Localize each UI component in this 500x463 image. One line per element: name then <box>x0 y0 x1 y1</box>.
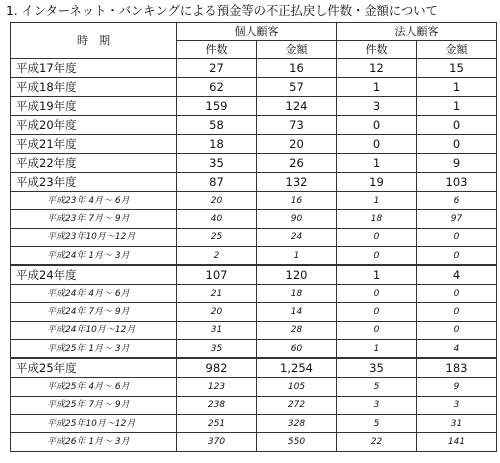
corporate-amount-cell: 141 <box>417 433 497 451</box>
individual-count-cell: 107 <box>177 265 257 285</box>
corporate-amount-cell: 0 <box>417 228 497 246</box>
corporate-count-cell: 1 <box>337 192 417 210</box>
table-row-quarter <box>11 285 497 303</box>
table-row-quarter <box>11 340 497 359</box>
corporate-amount-cell: 4 <box>417 265 497 285</box>
individual-count-cell: 31 <box>177 321 257 339</box>
individual-count-cell: 87 <box>177 173 257 192</box>
corporate-amount-cell: 103 <box>417 173 497 192</box>
period-cell: 平成23年 4月～ 6月 <box>11 192 177 210</box>
corporate-amount-cell: 183 <box>417 358 497 378</box>
table-row-quarter <box>11 228 497 246</box>
table-row-fiscal-year <box>11 358 497 378</box>
individual-amount-cell: 105 <box>257 378 337 396</box>
table-row-quarter <box>11 303 497 321</box>
corporate-count-cell: 35 <box>337 358 417 378</box>
period-cell: 平成22年度 <box>11 154 177 173</box>
individual-amount-cell: 124 <box>257 97 337 116</box>
individual-amount-cell: 550 <box>257 433 337 451</box>
corporate-amount-cell: 0 <box>417 285 497 303</box>
corporate-count-cell: 12 <box>337 59 417 78</box>
individual-amount-cell: 328 <box>257 414 337 432</box>
period-cell: 平成25年 1月～ 3月 <box>11 340 177 359</box>
page-title: 1. インターネット・バンキングによる預金等の不正払戻し件数・金額について <box>6 3 438 18</box>
individual-amount-cell: 1,254 <box>257 358 337 378</box>
individual-count-cell: 35 <box>177 340 257 359</box>
corporate-count-cell: 5 <box>337 378 417 396</box>
individual-count-cell: 18 <box>177 135 257 154</box>
table-row-fiscal-year <box>11 78 497 97</box>
individual-amount-cell: 73 <box>257 116 337 135</box>
individual-amount-cell: 20 <box>257 135 337 154</box>
period-cell: 平成25年度 <box>11 358 177 378</box>
individual-count-cell: 251 <box>177 414 257 432</box>
individual-count-cell: 159 <box>177 97 257 116</box>
corporate-amount-cell: 97 <box>417 210 497 228</box>
individual-count-cell: 35 <box>177 154 257 173</box>
table-row-fiscal-year <box>11 265 497 285</box>
individual-count-header: 件数 <box>177 41 257 59</box>
period-cell: 平成24年10月～12月 <box>11 321 177 339</box>
corporate-amount-header: 金額 <box>417 41 497 59</box>
corporate-amount-cell: 4 <box>417 340 497 359</box>
table-row-fiscal-year <box>11 59 497 78</box>
period-cell: 平成26年 1月～ 3月 <box>11 433 177 451</box>
individual-amount-cell: 57 <box>257 78 337 97</box>
individual-count-cell: 982 <box>177 358 257 378</box>
individual-count-cell: 25 <box>177 228 257 246</box>
individual-amount-cell: 132 <box>257 173 337 192</box>
individual-count-cell: 20 <box>177 192 257 210</box>
table-row-quarter <box>11 414 497 432</box>
table-row-quarter <box>11 210 497 228</box>
individual-count-cell: 27 <box>177 59 257 78</box>
individual-customers-header: 個人顧客 <box>177 23 337 41</box>
corporate-count-cell: 1 <box>337 340 417 359</box>
individual-amount-cell: 60 <box>257 340 337 359</box>
corporate-count-cell: 1 <box>337 265 417 285</box>
table-row-quarter <box>11 396 497 414</box>
corporate-amount-cell: 1 <box>417 97 497 116</box>
corporate-count-cell: 3 <box>337 97 417 116</box>
corporate-count-cell: 5 <box>337 414 417 432</box>
individual-amount-cell: 16 <box>257 192 337 210</box>
corporate-amount-cell: 0 <box>417 303 497 321</box>
table-row-quarter <box>11 378 497 396</box>
individual-count-cell: 62 <box>177 78 257 97</box>
fraud-statistics-table <box>10 22 497 452</box>
individual-count-cell: 40 <box>177 210 257 228</box>
individual-count-cell: 238 <box>177 396 257 414</box>
corporate-count-header: 件数 <box>337 41 417 59</box>
corporate-amount-cell: 0 <box>417 246 497 265</box>
period-cell: 平成25年10月～12月 <box>11 414 177 432</box>
individual-amount-cell: 120 <box>257 265 337 285</box>
individual-amount-cell: 28 <box>257 321 337 339</box>
period-cell: 平成23年 7月～ 9月 <box>11 210 177 228</box>
period-cell: 平成24年 1月～ 3月 <box>11 246 177 265</box>
individual-amount-cell: 26 <box>257 154 337 173</box>
period-cell: 平成23年度 <box>11 173 177 192</box>
period-cell: 平成18年度 <box>11 78 177 97</box>
individual-amount-cell: 90 <box>257 210 337 228</box>
period-cell: 平成17年度 <box>11 59 177 78</box>
corporate-customers-header: 法人顧客 <box>337 23 497 41</box>
corporate-count-cell: 0 <box>337 321 417 339</box>
corporate-count-cell: 0 <box>337 285 417 303</box>
corporate-amount-cell: 6 <box>417 192 497 210</box>
table-row-quarter <box>11 321 497 339</box>
individual-amount-header: 金額 <box>257 41 337 59</box>
individual-count-cell: 123 <box>177 378 257 396</box>
table-row-quarter <box>11 192 497 210</box>
corporate-count-cell: 1 <box>337 78 417 97</box>
corporate-amount-cell: 1 <box>417 78 497 97</box>
individual-count-cell: 2 <box>177 246 257 265</box>
table-row-quarter <box>11 433 497 451</box>
corporate-amount-cell: 0 <box>417 135 497 154</box>
table-row-fiscal-year <box>11 135 497 154</box>
corporate-count-cell: 18 <box>337 210 417 228</box>
table-header-row <box>11 23 497 41</box>
corporate-count-cell: 22 <box>337 433 417 451</box>
individual-count-cell: 20 <box>177 303 257 321</box>
corporate-count-cell: 19 <box>337 173 417 192</box>
individual-amount-cell: 16 <box>257 59 337 78</box>
individual-amount-cell: 272 <box>257 396 337 414</box>
period-cell: 平成24年 7月～ 9月 <box>11 303 177 321</box>
period-cell: 平成24年 4月～ 6月 <box>11 285 177 303</box>
corporate-count-cell: 0 <box>337 116 417 135</box>
period-cell: 平成20年度 <box>11 116 177 135</box>
corporate-amount-cell: 0 <box>417 321 497 339</box>
period-cell: 平成19年度 <box>11 97 177 116</box>
table-row-quarter <box>11 246 497 265</box>
corporate-count-cell: 1 <box>337 154 417 173</box>
individual-amount-cell: 14 <box>257 303 337 321</box>
individual-amount-cell: 24 <box>257 228 337 246</box>
table-row-fiscal-year <box>11 97 497 116</box>
corporate-amount-cell: 3 <box>417 396 497 414</box>
corporate-amount-cell: 15 <box>417 59 497 78</box>
corporate-count-cell: 0 <box>337 303 417 321</box>
corporate-count-cell: 0 <box>337 135 417 154</box>
individual-count-cell: 370 <box>177 433 257 451</box>
table-row-fiscal-year <box>11 173 497 192</box>
corporate-count-cell: 3 <box>337 396 417 414</box>
individual-amount-cell: 18 <box>257 285 337 303</box>
corporate-count-cell: 0 <box>337 246 417 265</box>
table-row-fiscal-year <box>11 116 497 135</box>
individual-count-cell: 58 <box>177 116 257 135</box>
period-cell: 平成21年度 <box>11 135 177 154</box>
period-cell: 平成24年度 <box>11 265 177 285</box>
corporate-amount-cell: 0 <box>417 116 497 135</box>
individual-count-cell: 21 <box>177 285 257 303</box>
corporate-amount-cell: 9 <box>417 154 497 173</box>
period-cell: 平成23年10月～12月 <box>11 228 177 246</box>
corporate-count-cell: 0 <box>337 228 417 246</box>
period-cell: 平成25年 4月～ 6月 <box>11 378 177 396</box>
table-row-fiscal-year <box>11 154 497 173</box>
period-cell: 平成25年 7月～ 9月 <box>11 396 177 414</box>
corporate-amount-cell: 9 <box>417 378 497 396</box>
period-header: 時 期 <box>11 23 177 59</box>
corporate-amount-cell: 31 <box>417 414 497 432</box>
individual-amount-cell: 1 <box>257 246 337 265</box>
